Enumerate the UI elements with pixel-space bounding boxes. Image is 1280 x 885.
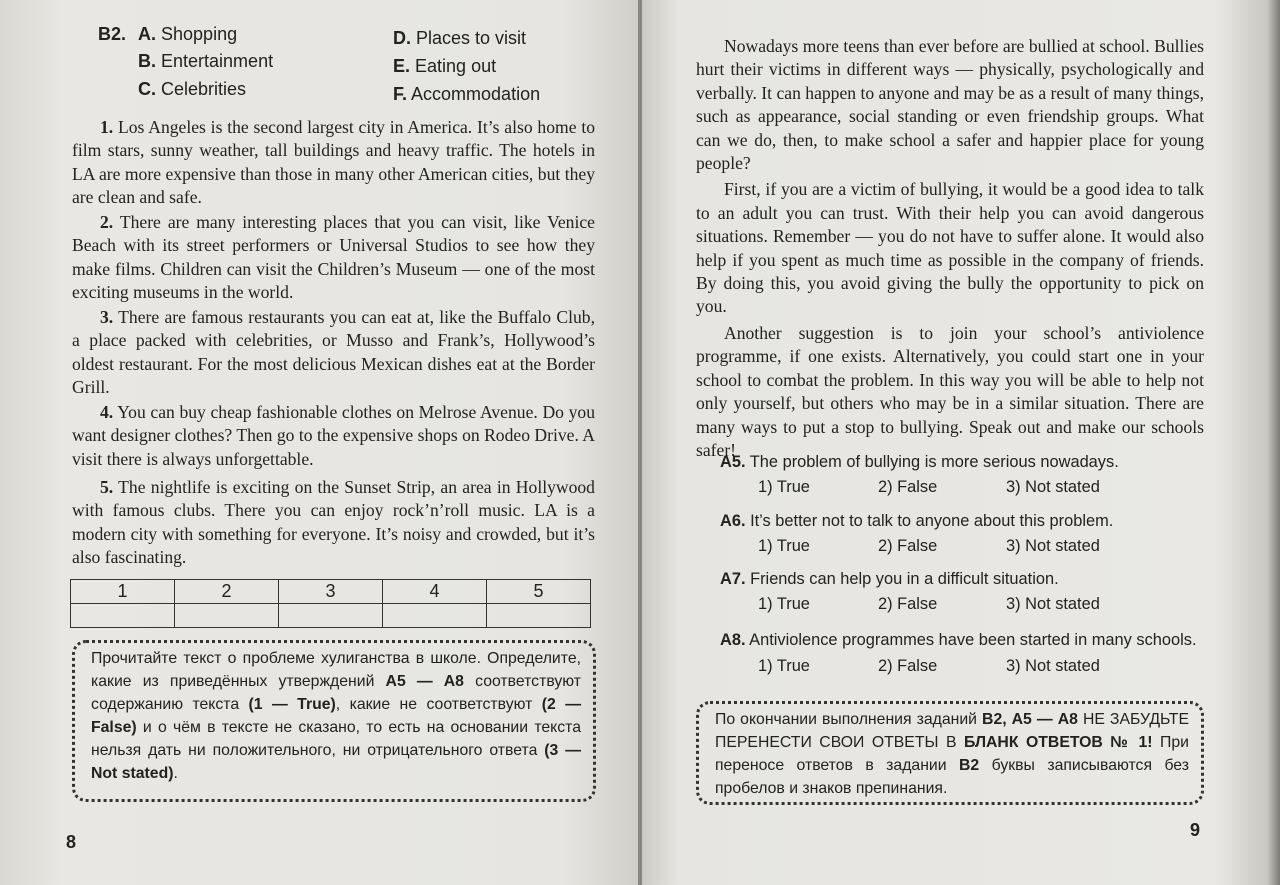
answer-cell-5[interactable] (487, 604, 591, 628)
b2-label: B2. (98, 24, 127, 44)
question-a7: A7. Friends can help you in a difficult situation. 1) True 2) False 3) Not stated (720, 570, 1100, 613)
bullying-text (696, 35, 1204, 462)
answer-cell-3[interactable] (279, 604, 383, 628)
a8-answer-2[interactable]: 2) False (878, 657, 938, 675)
answer-table-header-row (71, 580, 591, 604)
bullying-paragraph-3: Another suggestion is to join your school’s antiviolence programme, if one exists. Alternatively, you could start one in your school to combat the problem. In this way you will be able to help not only yourself, but others who may be in a similar situation. There are many ways to put a stop to bullying. Speak out and make our schools safer! (696, 322, 1204, 460)
answer-cell-4[interactable] (383, 604, 487, 628)
b2-option-f: F. Accommodation (393, 84, 541, 104)
answer-cell-1[interactable] (71, 604, 175, 628)
a5-answer-2[interactable]: 2) False (878, 478, 938, 496)
answer-table (70, 579, 591, 628)
a6-answer-2[interactable]: 2) False (878, 537, 938, 555)
a8-answer-3[interactable]: 3) Not stated (1006, 657, 1100, 675)
question-a6: A6. It’s better not to talk to anyone about this problem. 1) True 2) False 3) Not stated (720, 512, 1114, 555)
a5-answer-1[interactable]: 1) True (758, 478, 810, 496)
answer-table-header-4: 4 (383, 580, 487, 604)
la-paragraph-4: 4. You can buy cheap fashionable clothes on Melrose Avenue. Do you want designer clothes? Then go to the expensive shops on Rodeo Drive. A visit there is always unforgettable. (72, 402, 595, 469)
la-paragraph-3: 3. There are famous restaurants you can eat at, like the Buffalo Club, a place packed with celebrities, or Musso and Frank’s, Hollywood’s oldest restaurant. For the most delicious Mexican dishes eat at the Border Grill. (72, 307, 595, 398)
answer-table-header-3: 3 (279, 580, 383, 604)
page-number-left: 8 (66, 832, 77, 852)
b2-option-c: C. Celebrities (138, 79, 247, 99)
b2-option-a: A. Shopping (138, 24, 238, 44)
question-a5: A5. The problem of bullying is more serious nowadays. 1) True 2) False 3) Not stated (720, 453, 1119, 496)
b2-option-e: E. Eating out (393, 56, 497, 76)
answer-table-header-2: 2 (175, 580, 279, 604)
answer-table-header-5: 5 (487, 580, 591, 604)
question-a8: A8. Antiviolence programmes have been started in many schools. 1) True 2) False 3) Not stated (720, 631, 1197, 675)
reminder-box: По окончании выполнения заданий В2, А5 — А8 НЕ ЗАБУДЬТЕ ПЕРЕНЕСТИ СВОИ ОТВЕТЫ В БЛАНК ОТВЕТОВ № 1! При переносе ответов в задании В2 буквы записываются без пробелов и знаков препинания. (696, 701, 1204, 805)
answer-table-answer-row (71, 604, 591, 628)
la-paragraph-5: 5. The nightlife is exciting on the Sunset Strip, an area in Hollywood with famous clubs. There you can enjoy rock’n’roll music. LA is a modern city with something for everyone. It’s noisy and crowded, but it’s also fascinating. (72, 477, 595, 568)
la-paragraph-1: 1. Los Angeles is the second largest city in America. It’s also home to film stars, sunny weather, tall buildings and heavy traffic. The hotels in LA are more expensive than those in many other American cities, but they are clean and safe. (72, 117, 596, 208)
a7-answer-1[interactable]: 1) True (758, 595, 810, 613)
answer-cell-2[interactable] (175, 604, 279, 628)
page-number-right: 9 (1190, 820, 1201, 840)
answer-table-header-1: 1 (71, 580, 175, 604)
instruction-box: Прочитайте текст о проблеме хулиганства в школе. Определите, какие из приведённых утверждений А5 — А8 соответствуют содержанию текста (1 — True), какие не соответствуют (2 — False) и о чём в тексте не сказано, то есть на основании текста нельзя дать ни положительного, ни отрицательного ответа (3 — Not stated). (72, 640, 596, 802)
b2-option-d: D. Places to visit (393, 28, 527, 48)
a5-answer-3[interactable]: 3) Not stated (1006, 478, 1100, 496)
a7-answer-2[interactable]: 2) False (878, 595, 938, 613)
b2-option-b: B. Entertainment (138, 51, 274, 71)
a6-answer-1[interactable]: 1) True (758, 537, 810, 555)
bullying-paragraph-1: Nowadays more teens than ever before are bullied at school. Bullies hurt their victims in different ways — physically, psychologically and verbally. It can happen to anyone and may be as a result of many things, such as appearance, social standing or even friendship groups. What can we do, then, to make school a safer and happier place for young people? (696, 36, 1204, 174)
right-page (640, 0, 1280, 885)
book-spine (638, 0, 642, 885)
a8-answer-1[interactable]: 1) True (758, 657, 810, 675)
a7-answer-3[interactable]: 3) Not stated (1006, 595, 1100, 613)
bullying-paragraph-2: First, if you are a victim of bullying, it would be a good idea to talk to an adult you can trust. With their help you can avoid dangerous situations. Remember — you do not have to suffer alone. It would also help if you spent as much time as possible in the company of friends. By doing this, you avoid giving the bully the opportunity to pick on you. (696, 179, 1204, 317)
la-paragraph-2: 2. There are many interesting places that you can visit, like Venice Beach with its street performers or Universal Studios to see how they make films. Children can visit the Children’s Museum — one of the most exciting museums in the world. (72, 212, 595, 303)
a6-answer-3[interactable]: 3) Not stated (1006, 537, 1100, 555)
